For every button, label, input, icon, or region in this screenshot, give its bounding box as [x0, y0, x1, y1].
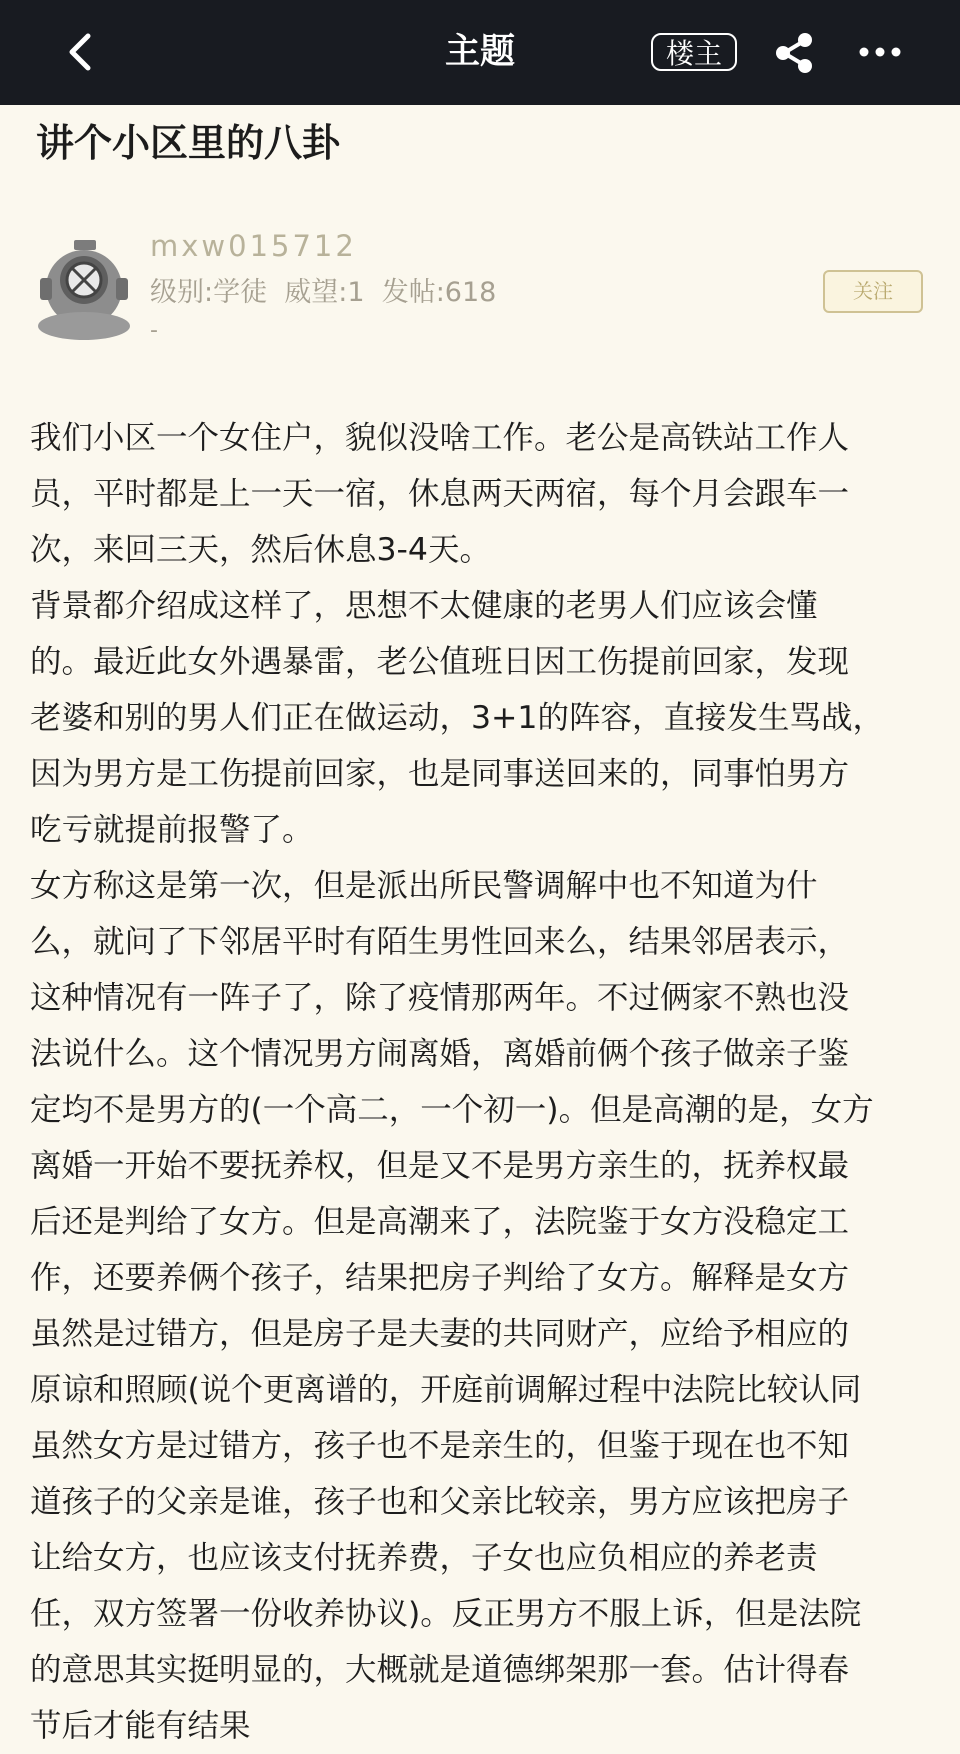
content-line: 原谅和照顾(说个更离谱的，开庭前调解过程中法院比较认同 — [30, 1372, 862, 1408]
content-line: 背景都介绍成这样了，思想不太健康的老男人们应该会懂 — [30, 588, 818, 624]
post-content — [30, 410, 930, 1754]
page-title: 主题 — [444, 32, 515, 72]
author-username[interactable]: mxw015712 — [150, 229, 357, 263]
content-line: 的意思其实挺明显的，大概就是道德绑架那一套。估计得春 — [30, 1652, 850, 1688]
content-line: 虽然女方是过错方，孩子也不是亲生的，但鉴于现在也不知 — [30, 1428, 850, 1464]
content-line: 么，就问了下邻居平时有陌生男性回来么，结果邻居表示， — [30, 924, 850, 960]
more-options-icon[interactable] — [858, 42, 902, 62]
content-line: 节后才能有结果 — [30, 1708, 251, 1744]
content-line: 任，双方签署一份收养协议)。反正男方不服上诉，但是法院 — [30, 1596, 862, 1632]
content-line: 因为男方是工伤提前回家，也是同事送回来的，同事怕男方 — [30, 756, 850, 792]
content-line: 虽然是过错方，但是房子是夫妻的共同财产，应给予相应的 — [30, 1316, 850, 1352]
content-line: 定均不是男方的(一个高二，一个初一)。但是高潮的是，女方 — [30, 1092, 874, 1128]
share-icon[interactable] — [772, 32, 816, 74]
author-meta: 级别:学徒 威望:1 发帖:618 — [150, 277, 497, 308]
content-line: 的。最近此女外遇暴雷，老公值班日因工伤提前回家，发现 — [30, 644, 850, 680]
owner-only-button[interactable]: 楼主 — [651, 33, 737, 71]
follow-button[interactable]: 关注 — [823, 270, 923, 313]
content-line: 女方称这是第一次，但是派出所民警调解中也不知道为什 — [30, 868, 818, 904]
content-line: 作，还要养俩个孩子，结果把房子判给了女方。解释是女方 — [30, 1260, 850, 1296]
content-line: 吃亏就提前报警了。 — [30, 812, 314, 848]
content-line: 我们小区一个女住户，貌似没啥工作。老公是高铁站工作人 — [30, 420, 850, 456]
author-signature: - — [150, 318, 158, 343]
content-line: 法说什么。这个情况男方闹离婚，离婚前俩个孩子做亲子鉴 — [30, 1036, 850, 1072]
content-line: 老婆和别的男人们正在做运动，3+1的阵容，直接发生骂战， — [30, 700, 884, 736]
avatar[interactable] — [34, 240, 134, 340]
content-line: 道孩子的父亲是谁，孩子也和父亲比较亲，男方应该把房子 — [30, 1484, 850, 1520]
content-line: 次，来回三天，然后休息3-4天。 — [30, 532, 491, 568]
content-line: 员，平时都是上一天一宿，休息两天两宿，每个月会跟车一 — [30, 476, 850, 512]
content-line: 这种情况有一阵子了，除了疫情那两年。不过俩家不熟也没 — [30, 980, 850, 1016]
top-navigation-bar — [0, 0, 960, 105]
content-line: 让给女方，也应该支付抚养费，子女也应负相应的养老责 — [30, 1540, 818, 1576]
post-title: 讲个小区里的八卦 — [36, 121, 341, 165]
content-line: 离婚一开始不要抚养权，但是又不是男方亲生的，抚养权最 — [30, 1148, 850, 1184]
content-line: 后还是判给了女方。但是高潮来了，法院鉴于女方没稳定工 — [30, 1204, 850, 1240]
